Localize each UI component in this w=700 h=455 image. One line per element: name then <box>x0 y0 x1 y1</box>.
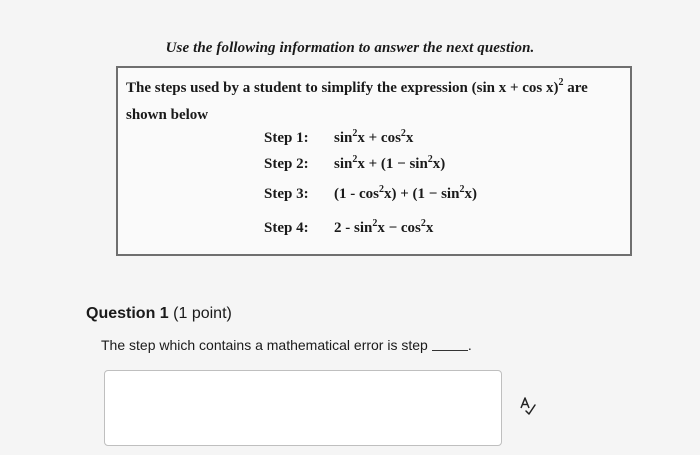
step-row-4 <box>264 220 624 244</box>
question-prompt-text: The step which contains a mathematical error is step <box>101 337 428 353</box>
answer-blank <box>432 350 468 351</box>
intro-prefix: The steps used by a student to simplify the expression <box>126 80 468 96</box>
step-label: Step 3: <box>264 186 309 202</box>
question-prompt <box>101 337 472 353</box>
question-end-punct: . <box>467 337 472 353</box>
step-row-2 <box>264 156 624 180</box>
intro-line <box>126 77 588 97</box>
step-expression: $(1 - \cos^2x) + (1 - \sin^2x)$ <box>334 184 477 202</box>
step-label: Step 2: <box>264 156 309 172</box>
information-box <box>116 66 632 256</box>
step-row-1 <box>264 130 624 154</box>
step-label: Step 1: <box>264 130 309 146</box>
question-number: Question 1 <box>86 305 169 322</box>
intro-line-2: shown below <box>126 107 209 123</box>
step-expression: $\sin^2x + \cos^2x$ <box>334 128 414 146</box>
answer-input[interactable] <box>104 370 502 446</box>
question-title <box>86 305 232 323</box>
step-label: Step 4: <box>264 220 309 236</box>
spellcheck-icon[interactable] <box>518 396 538 416</box>
step-expression: $2 - \sin^2x - \cos^2x$ <box>334 218 434 236</box>
instruction-text: Use the following information to answer the next question. <box>165 40 535 56</box>
intro-suffix: are <box>567 80 588 96</box>
step-row-3 <box>264 186 624 210</box>
step-expression: $\sin^2x + (1 - \sin^2x)$ <box>334 154 446 172</box>
question-points: (1 point) <box>173 305 232 322</box>
intro-expression: (sin x + cos x)$^2$ <box>471 77 564 96</box>
